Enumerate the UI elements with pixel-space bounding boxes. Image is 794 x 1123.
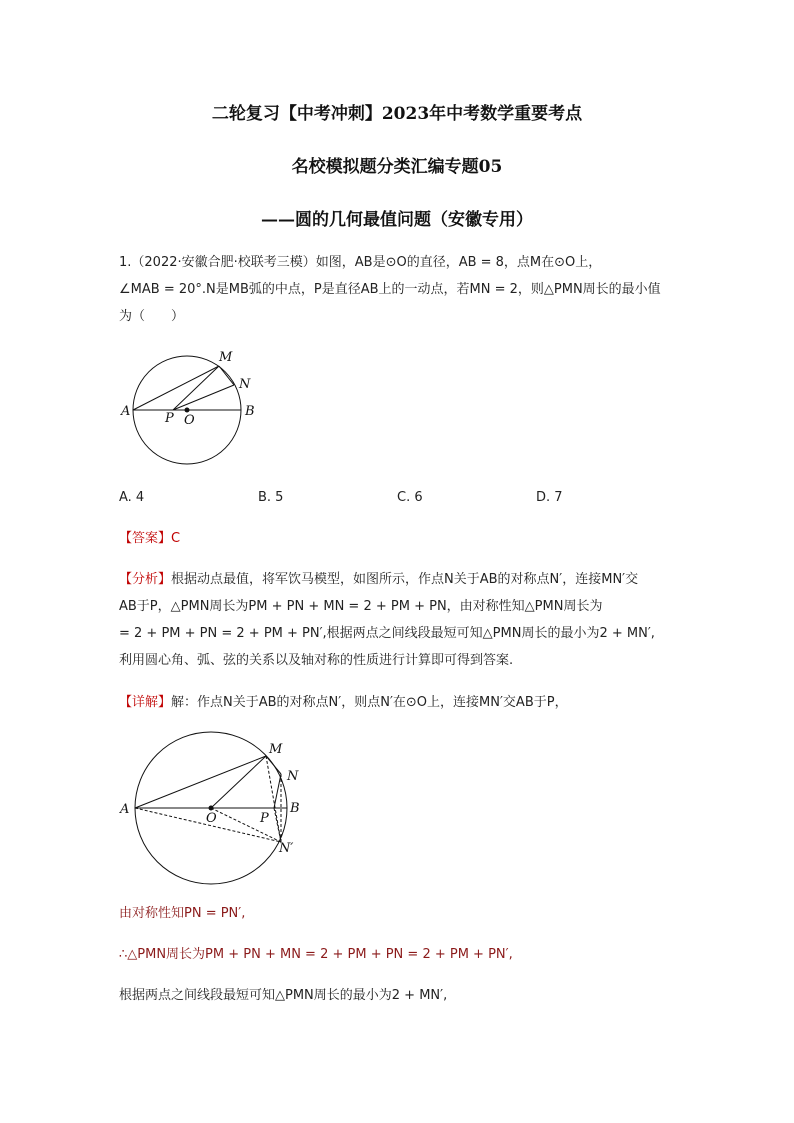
label-o-2: O — [206, 811, 217, 826]
option-b[interactable]: B. 5 — [258, 490, 284, 505]
center-dot — [185, 408, 190, 413]
detail-text-1: 解：作点N关于AB的对称点N′，则点N′在⊙O上，连接MN′交AB于P， — [171, 695, 568, 710]
chord-am-2 — [135, 756, 266, 808]
label-b-2: B — [290, 801, 300, 816]
analysis-line-2: AB于P，△PMN周长为PM + PN + MN = 2 + PM + PN，由对称性知△PMN周长为 — [119, 599, 603, 614]
analysis-text-1: 根据动点最值，将军饮马模型，如图所示，作点N关于AB的对称点N′，连接MN′交 — [171, 572, 639, 587]
label-a: A — [121, 404, 131, 419]
question-line-2: ∠MAB = 20°.N是MB弧的中点，P是直径AB上的一动点，若MN = 2，则△PMN周长的最小值 — [119, 282, 661, 297]
step-1: 由对称性知PN = PN′, — [119, 906, 246, 921]
label-n-prime-2: N′ — [279, 841, 294, 856]
segment-pn — [173, 385, 234, 410]
figure-2-circle-diagram — [114, 730, 314, 890]
answer-tag: 【答案】 — [119, 531, 172, 546]
analysis-tag: 【分析】 — [119, 572, 172, 587]
question-line-3: 为（ ） — [119, 309, 185, 324]
figure-1-circle-diagram — [118, 340, 268, 472]
label-n: N — [239, 377, 251, 392]
analysis-line-4: 利用圆心角、弧、弦的关系以及轴对称的性质进行计算即可得到答案. — [119, 653, 514, 668]
segment-pn-2 — [274, 774, 281, 808]
label-p-2: P — [260, 811, 269, 826]
analysis-line-3: = 2 + PM + PN = 2 + PM + PN′,根据两点之间线段最短可知△PMN周长的最小为2 + MN′, — [119, 626, 655, 641]
analysis-line-1 — [119, 571, 638, 589]
step-2: ∴△PMN周长为PM + PN + MN = 2 + PM + PN = 2 + PM + PN′, — [119, 947, 513, 962]
answer-line — [119, 530, 180, 548]
segment-pm — [173, 366, 219, 410]
label-a-2: A — [120, 802, 130, 817]
option-c[interactable]: C. 6 — [397, 490, 423, 505]
option-d[interactable]: D. 7 — [536, 490, 563, 505]
label-p: P — [165, 411, 174, 426]
label-n-2: N — [287, 769, 299, 784]
step-3: 根据两点之间线段最短可知△PMN周长的最小为2 + MN′, — [119, 988, 448, 1003]
answer-value: C — [171, 531, 181, 546]
title-line-1: 二轮复习【中考冲刺】2023年中考数学重要考点 — [211, 104, 583, 124]
dashed-on-prime — [211, 808, 281, 842]
question-line-1: 1.（2022·安徽合肥·校联考三模）如图，AB是⊙O的直径，AB = 8，点M在⊙O上， — [119, 255, 602, 270]
radius-om — [211, 756, 266, 808]
chord-am — [133, 366, 219, 410]
label-b: B — [245, 404, 255, 419]
center-dot-2 — [209, 806, 214, 811]
label-m-2: M — [269, 742, 283, 757]
title-line-3: ——圆的几何最值问题（安徽专用） — [261, 210, 533, 230]
label-m: M — [219, 350, 233, 365]
title-line-2: 名校模拟题分类汇编专题05 — [291, 157, 503, 177]
detail-line-1 — [119, 694, 568, 712]
option-a[interactable]: A. 4 — [119, 490, 145, 505]
detail-tag: 【详解】 — [119, 695, 172, 710]
segment-mn — [219, 366, 234, 385]
label-o: O — [184, 413, 195, 428]
